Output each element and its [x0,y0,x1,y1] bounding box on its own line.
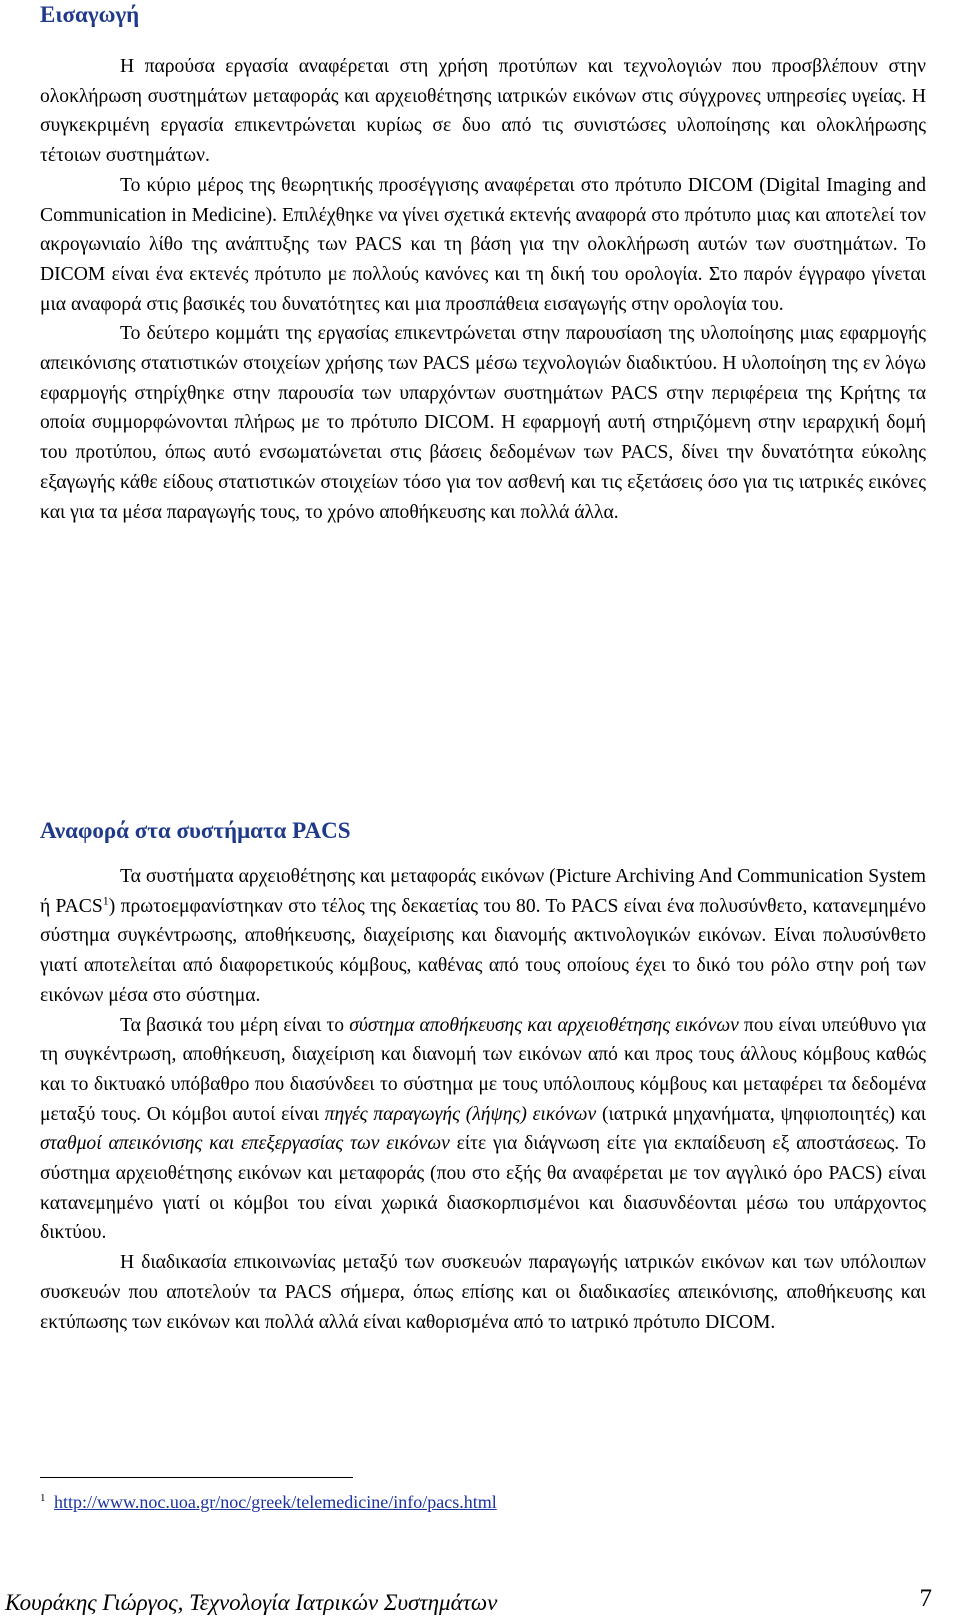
section-heading-pacs: Αναφορά στα συστήματα PACS [40,818,351,843]
paragraph: Το δεύτερο κομμάτι της εργασίας επικεντρώνεται στην παρουσίαση της υλοποίησης μιας εφαρμογής απεικόνισης στατιστικών στοιχείων χρήσης των PACS μέσω τεχνολογιών διαδικτύου. Η υλοποίηση της εν λόγω εφαρμογής στηρίχθηκε στην παρουσία των υπαρχόντων συστημάτων PACS στην περιφέρεια της Κρήτης τα οποία συμμορφώνονται πλήρως με το πρότυπο DICOM. Η εφαρμογή αυτή στηριζόμενη στην ιεραρχική δομή του προτύπου, όπως αυτό ενσωματώνεται στις βάσεις δεδομένων των PACS, δίνει την δυνατότητα εύκολης εξαγωγής κάθε είδους στατιστικών στοιχείων τόσο για τον ασθενή και τις εξετάσεις όσο για τις ιατρικές εικόνες και για τα μέσα παραγωγής τους, το χρόνο αποθήκευσης και πολλά άλλα. [40,323,926,523]
section-heading-introduction: Εισαγωγή [40,2,140,27]
footnote [40,1492,497,1513]
text-run: είτε για διάγνωση είτε για εκπαίδευση εξ αποστάσεως. Το σύστημα αρχειοθέτησης εικόνων και μεταφοράς (που στο εξής θα αναφέρεται με τον αγγλικό όρο PACS) είναι κατανεμημένο γιατί οι κόμβοι του είναι χωρικά διασκορπισμένοι και διασυνδέονται μέσω του υπάρχοντος δικτύου. [40,1133,926,1244]
text-run: (ιατρικά μηχανήματα, ψηφιοποιητές) και [596,1103,926,1125]
footnote-link[interactable]: http://www.noc.uoa.gr/noc/greek/telemedicine/info/pacs.html [54,1492,497,1512]
italic-term: σύστημα αποθήκευσης και αρχειοθέτησης εικόνων [349,1014,739,1036]
introduction-body [40,52,926,527]
paragraph: Η διαδικασία επικοινωνίας μεταξύ των συσκευών παραγωγής ιατρικών εικόνων και των υπόλοιπων συσκευών που αποτελούν τα PACS σήμερα, όπως επίσης και οι διαδικασίες απεικόνισης, αποθήκευσης και εκτύπωσης των εικόνων και πολλά αλλά είναι καθορισμένα από το ιατρικό πρότυπο DICOM. [40,1252,926,1333]
footnote-divider [40,1477,353,1478]
italic-term: σταθμοί απεικόνισης και επεξεργασίας των εικόνων [40,1133,450,1155]
paragraph [40,1011,926,1249]
paragraph [40,862,926,1011]
footer-author-title: Κουράκης Γιώργος, Τεχνολογία Ιατρικών Συστημάτων [5,1590,498,1615]
footnote-reference[interactable]: 1 [102,893,109,908]
pacs-section-body [40,862,926,1337]
italic-term: πηγές παραγωγής (λήψης) εικόνων [324,1103,597,1125]
text-run: ) πρωτοεμφανίστηκαν στο τέλος της δεκαετίας του 80. Το PACS είναι ένα πολυσύνθετο, κατανεμημένο σύστημα συγκέντρωσης, αποθήκευσης, διαχείρισης και διανομής ακτινολογικών εικόνων. Είναι πολυσύνθετο γιατί αποτελείται από διαφορετικούς κόμβους, καθένας από τους οποίους έχει το δικό του ρόλο στην ροή των εικόνων μέσα στο σύστημα. [40,895,926,1006]
paragraph: Η παρούσα εργασία αναφέρεται στη χρήση προτύπων και τεχνολογιών που προσβλέπουν στην ολοκλήρωση συστημάτων μεταφοράς και αρχειοθέτησης ιατρικών εικόνων στις σύγχρονες υπηρεσίες υγείας. Η συγκεκριμένη εργασία επικεντρώνεται κυρίως σε δυο από τις συνιστώσες υλοποίησης και ολοκλήρωσης τέτοιων συστημάτων. [40,56,926,167]
text-run: που είναι υπεύθυνο για τη συγκέντρωση, αποθήκευση, διαχείριση και διανομή των εικόνων από και προς τους άλλους κόμβους καθώς και το δικτυακό υπόβαθρο που διασύνδεει το σύστημα με τους υπόλοιπους κόμβους και μεταφέρει τα δεδομένα μεταξύ τους. Οι κόμβοι αυτοί είναι [40,1014,927,1125]
footnote-marker: 1 [40,1492,46,1504]
paragraph: Το κύριο μέρος της θεωρητικής προσέγγισης αναφέρεται στο πρότυπο DICOM (Digital Imaging and Communication in Medicine). Επιλέχθηκε να γίνει σχετικά εκτενής αναφορά στο πρότυπο μιας και αποτελεί τον ακρογωνιαίο λίθο της ανάπτυξης των PACS και τη βάση για την ολοκλήρωση αυτών των συστημάτων. Το DICOM είναι ένα εκτενές πρότυπο με πολλούς κανόνες και τη δική του ορολογία. Στο παρόν έγγραφο γίνεται μια αναφορά στις βασικές του δυνατότητες και μια προσπάθεια εισαγωγής στην ορολογία του. [40,174,926,315]
text-run: Τα βασικά του μέρη είναι το [120,1014,350,1036]
page-number: 7 [919,1585,932,1612]
text-run: Τα συστήματα αρχειοθέτησης και μεταφοράς εικόνων (Picture Archiving And Communication System ή PACS [40,866,926,917]
